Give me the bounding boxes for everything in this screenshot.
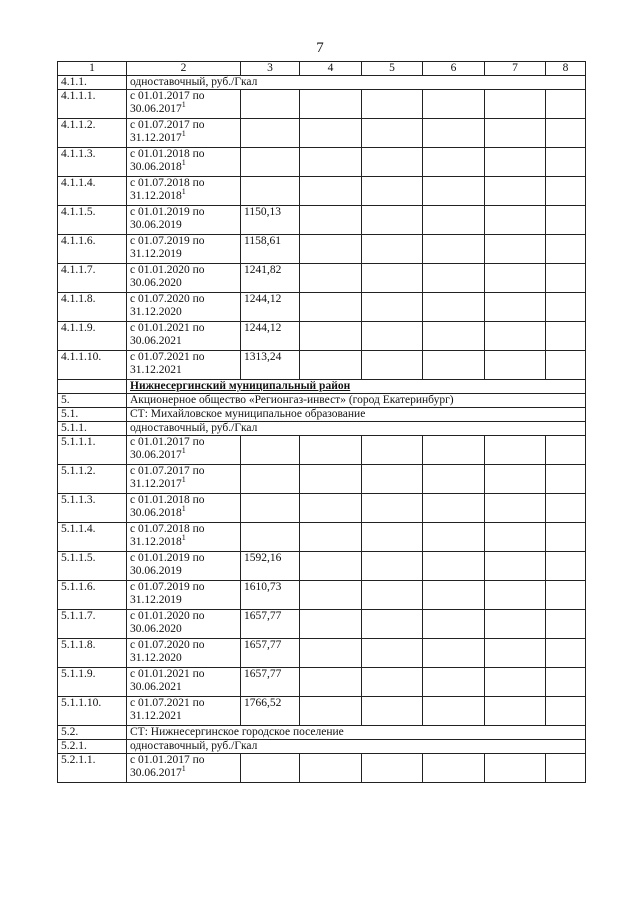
tariff-value: 1313,24 [241, 351, 300, 380]
row-code: 5.1.1.6. [58, 581, 127, 610]
row-code: 4.1.1.10. [58, 351, 127, 380]
row-code: 5.1.1.7. [58, 610, 127, 639]
period-cell [127, 119, 241, 148]
table-row [58, 322, 586, 351]
footnote-mark: 1 [181, 158, 186, 168]
table-row [58, 148, 586, 177]
period-cell [127, 264, 241, 293]
empty-cell [546, 754, 586, 783]
tariff-value: 1592,16 [241, 552, 300, 581]
period-cell [127, 351, 241, 380]
empty-cell [546, 581, 586, 610]
empty-cell [423, 264, 485, 293]
empty-cell [485, 119, 546, 148]
section-heading: Нижнесергинский муниципальный район [127, 380, 586, 394]
empty-cell [300, 322, 362, 351]
period-cell [127, 494, 241, 523]
table-row [58, 754, 586, 783]
empty-cell [423, 119, 485, 148]
empty-cell [546, 264, 586, 293]
footnote-mark: 1 [181, 446, 186, 456]
column-number: 1 [58, 62, 127, 76]
empty-cell [546, 552, 586, 581]
period-cell [127, 465, 241, 494]
empty-cell [485, 639, 546, 668]
empty-cell [485, 264, 546, 293]
tariff-value: 1244,12 [241, 322, 300, 351]
empty-cell [362, 177, 423, 206]
empty-cell [485, 436, 546, 465]
column-number: 7 [485, 62, 546, 76]
empty-cell [485, 351, 546, 380]
page-number: 7 [316, 40, 324, 56]
row-code: 5.2.1.1. [58, 754, 127, 783]
row-code: 5.1.1.10. [58, 697, 127, 726]
row-code: 5. [58, 394, 127, 408]
empty-cell [485, 523, 546, 552]
empty-cell [546, 436, 586, 465]
empty-cell [362, 639, 423, 668]
empty-cell [423, 581, 485, 610]
empty-cell [423, 148, 485, 177]
tariff-value: 1158,61 [241, 235, 300, 264]
tariff-value [241, 90, 300, 119]
row-code: 4.1.1. [58, 76, 127, 90]
period-end: 31.12.2017 [130, 478, 182, 490]
period-end: 30.06.2017 [130, 767, 182, 779]
period-start: с 01.01.2017 по [130, 436, 205, 448]
tariff-value [241, 754, 300, 783]
row-code: 5.2. [58, 726, 127, 740]
empty-cell [485, 494, 546, 523]
empty-cell [485, 581, 546, 610]
period-cell [127, 293, 241, 322]
empty-cell [485, 177, 546, 206]
empty-cell [362, 552, 423, 581]
empty-cell [362, 754, 423, 783]
period-cell [127, 177, 241, 206]
period-end: 30.06.2018 [130, 507, 182, 519]
period-end: 31.12.2017 [130, 132, 182, 144]
period-start: с 01.01.2019 по [130, 206, 205, 218]
empty-cell [300, 206, 362, 235]
row-code: 5.1. [58, 408, 127, 422]
empty-cell [423, 235, 485, 264]
empty-cell [546, 668, 586, 697]
period-start: с 01.07.2019 по [130, 235, 205, 247]
tariff-value: 1241,82 [241, 264, 300, 293]
tariff-value [241, 148, 300, 177]
table-row [58, 726, 586, 740]
period-start: с 01.01.2019 по [130, 552, 205, 564]
empty-cell [485, 90, 546, 119]
row-code: 5.1.1.5. [58, 552, 127, 581]
row-code: 5.2.1. [58, 740, 127, 754]
table-row [58, 177, 586, 206]
period-end: 31.12.2018 [130, 536, 182, 548]
empty-cell [362, 235, 423, 264]
empty-cell [546, 610, 586, 639]
table-row [58, 264, 586, 293]
period-end: 30.06.2019 [130, 565, 182, 577]
empty-cell [546, 322, 586, 351]
footnote-mark: 1 [181, 504, 186, 514]
period-start: с 01.07.2017 по [130, 119, 205, 131]
table-body [58, 62, 586, 783]
empty-cell [546, 148, 586, 177]
period-end: 30.06.2020 [130, 623, 182, 635]
empty-cell [546, 523, 586, 552]
table-row [58, 293, 586, 322]
empty-cell [300, 235, 362, 264]
empty-cell [362, 465, 423, 494]
period-end: 30.06.2017 [130, 449, 182, 461]
table-row [58, 90, 586, 119]
period-start: с 01.07.2021 по [130, 697, 205, 709]
row-code: 5.1.1.2. [58, 465, 127, 494]
column-number: 6 [423, 62, 485, 76]
footnote-mark: 1 [181, 129, 186, 139]
column-number: 2 [127, 62, 241, 76]
empty-cell [362, 581, 423, 610]
column-number: 5 [362, 62, 423, 76]
row-code: 4.1.1.9. [58, 322, 127, 351]
tariff-value [241, 465, 300, 494]
empty-cell [362, 264, 423, 293]
period-start: с 01.01.2020 по [130, 610, 205, 622]
table-row [58, 740, 586, 754]
table-row [58, 610, 586, 639]
table-row [58, 581, 586, 610]
row-code: 5.1.1.3. [58, 494, 127, 523]
period-end: 30.06.2021 [130, 335, 182, 347]
period-cell [127, 639, 241, 668]
table-row [58, 119, 586, 148]
empty-cell [485, 235, 546, 264]
period-end: 31.12.2021 [130, 710, 182, 722]
empty-cell [485, 206, 546, 235]
period-cell [127, 668, 241, 697]
period-cell [127, 754, 241, 783]
empty-cell [362, 697, 423, 726]
empty-cell [300, 148, 362, 177]
empty-cell [362, 351, 423, 380]
empty-cell [423, 754, 485, 783]
empty-cell [300, 754, 362, 783]
period-end: 31.12.2019 [130, 594, 182, 606]
empty-cell [300, 436, 362, 465]
empty-cell [300, 697, 362, 726]
period-end: 31.12.2019 [130, 248, 182, 260]
empty-cell [423, 177, 485, 206]
empty-cell [300, 494, 362, 523]
empty-cell [546, 465, 586, 494]
empty-cell [362, 206, 423, 235]
empty-cell [423, 436, 485, 465]
period-cell [127, 322, 241, 351]
row-description: Акционерное общество «Регионгаз-инвест» (город Екатеринбург) [127, 394, 586, 408]
table-row [58, 465, 586, 494]
empty-cell [362, 322, 423, 351]
empty-cell [300, 552, 362, 581]
table-row [58, 422, 586, 436]
tariff-value: 1657,77 [241, 610, 300, 639]
row-code: 4.1.1.2. [58, 119, 127, 148]
empty-cell [300, 639, 362, 668]
period-end: 31.12.2020 [130, 306, 182, 318]
table-row [58, 697, 586, 726]
row-code: 4.1.1.7. [58, 264, 127, 293]
tariff-value: 1150,13 [241, 206, 300, 235]
column-number: 4 [300, 62, 362, 76]
tariff-table [57, 61, 586, 783]
period-end: 31.12.2020 [130, 652, 182, 664]
empty-cell [300, 119, 362, 148]
empty-cell [362, 668, 423, 697]
footnote-mark: 1 [181, 764, 186, 774]
period-start: с 01.07.2021 по [130, 351, 205, 363]
table-row [58, 76, 586, 90]
period-start: с 01.07.2020 по [130, 639, 205, 651]
tariff-value: 1766,52 [241, 697, 300, 726]
row-code: 4.1.1.6. [58, 235, 127, 264]
empty-cell [362, 148, 423, 177]
row-description: СТ: Михайловское муниципальное образование [127, 408, 586, 422]
empty-cell [546, 293, 586, 322]
period-cell [127, 206, 241, 235]
tariff-value: 1657,77 [241, 668, 300, 697]
table-row [58, 668, 586, 697]
table-row [58, 494, 586, 523]
tariff-value: 1610,73 [241, 581, 300, 610]
period-end: 31.12.2018 [130, 190, 182, 202]
row-description: СТ: Нижнесергинское городское поселение [127, 726, 586, 740]
empty-cell [485, 697, 546, 726]
tariff-value: 1244,12 [241, 293, 300, 322]
period-start: с 01.01.2018 по [130, 148, 205, 160]
tariff-value [241, 177, 300, 206]
empty-cell [546, 119, 586, 148]
table-row [58, 235, 586, 264]
empty-cell [362, 610, 423, 639]
period-cell [127, 235, 241, 264]
empty-cell [362, 523, 423, 552]
period-start: с 01.01.2021 по [130, 668, 205, 680]
empty-cell [300, 465, 362, 494]
empty-cell [423, 697, 485, 726]
period-cell [127, 552, 241, 581]
empty-cell [300, 264, 362, 293]
empty-cell [423, 494, 485, 523]
empty-cell [546, 697, 586, 726]
column-number: 8 [546, 62, 586, 76]
empty-cell [485, 668, 546, 697]
empty-cell [546, 206, 586, 235]
empty-cell [300, 668, 362, 697]
period-start: с 01.01.2020 по [130, 264, 205, 276]
row-description: одноставочный, руб./Гкал [127, 422, 586, 436]
footnote-mark: 1 [181, 533, 186, 543]
empty-cell [300, 90, 362, 119]
footnote-mark: 1 [181, 187, 186, 197]
empty-cell [485, 465, 546, 494]
row-code: 4.1.1.3. [58, 148, 127, 177]
table-row [58, 408, 586, 422]
tariff-value [241, 523, 300, 552]
row-code: 4.1.1.1. [58, 90, 127, 119]
empty-cell [546, 177, 586, 206]
footnote-mark: 1 [181, 100, 186, 110]
period-end: 30.06.2020 [130, 277, 182, 289]
table-row [58, 206, 586, 235]
tariff-value [241, 436, 300, 465]
row-code: 5.1.1.4. [58, 523, 127, 552]
period-cell [127, 148, 241, 177]
period-start: с 01.07.2019 по [130, 581, 205, 593]
table-row [58, 552, 586, 581]
empty-cell [485, 322, 546, 351]
empty-cell [546, 494, 586, 523]
table-row [58, 351, 586, 380]
empty-cell [485, 293, 546, 322]
empty-cell [485, 754, 546, 783]
empty-cell [423, 523, 485, 552]
period-start: с 01.07.2017 по [130, 465, 205, 477]
tariff-value [241, 119, 300, 148]
row-code: 5.1.1. [58, 422, 127, 436]
period-start: с 01.07.2018 по [130, 523, 205, 535]
empty-cell [300, 523, 362, 552]
period-cell [127, 90, 241, 119]
period-start: с 01.07.2020 по [130, 293, 205, 305]
empty-cell [423, 639, 485, 668]
empty-cell [423, 351, 485, 380]
empty-cell [423, 465, 485, 494]
table-row [58, 380, 586, 394]
empty-cell [546, 639, 586, 668]
empty-cell [485, 148, 546, 177]
footnote-mark: 1 [181, 475, 186, 485]
empty-cell [485, 610, 546, 639]
period-start: с 01.01.2017 по [130, 754, 205, 766]
table-row [58, 436, 586, 465]
empty-cell [362, 119, 423, 148]
empty-cell [546, 90, 586, 119]
empty-cell [423, 610, 485, 639]
column-number: 3 [241, 62, 300, 76]
period-cell [127, 436, 241, 465]
row-code: 4.1.1.5. [58, 206, 127, 235]
empty-cell [362, 494, 423, 523]
empty-cell [423, 206, 485, 235]
period-start: с 01.01.2021 по [130, 322, 205, 334]
empty-cell [423, 668, 485, 697]
column-number-row [58, 62, 586, 76]
tariff-value [241, 494, 300, 523]
empty-cell [300, 177, 362, 206]
table-row [58, 394, 586, 408]
row-code: 5.1.1.1. [58, 436, 127, 465]
period-cell [127, 581, 241, 610]
row-code [58, 380, 127, 394]
empty-cell [300, 610, 362, 639]
empty-cell [423, 552, 485, 581]
empty-cell [423, 90, 485, 119]
empty-cell [362, 436, 423, 465]
empty-cell [485, 552, 546, 581]
tariff-value: 1657,77 [241, 639, 300, 668]
row-description: одноставочный, руб./Гкал [127, 740, 586, 754]
period-end: 30.06.2021 [130, 681, 182, 693]
empty-cell [362, 90, 423, 119]
empty-cell [546, 351, 586, 380]
period-end: 30.06.2017 [130, 103, 182, 115]
empty-cell [300, 293, 362, 322]
row-code: 4.1.1.4. [58, 177, 127, 206]
period-start: с 01.01.2018 по [130, 494, 205, 506]
period-start: с 01.01.2017 по [130, 90, 205, 102]
empty-cell [423, 293, 485, 322]
period-end: 30.06.2018 [130, 161, 182, 173]
empty-cell [300, 581, 362, 610]
empty-cell [546, 235, 586, 264]
period-cell [127, 610, 241, 639]
table-row [58, 639, 586, 668]
period-cell [127, 697, 241, 726]
empty-cell [362, 293, 423, 322]
table-row [58, 523, 586, 552]
empty-cell [423, 322, 485, 351]
row-code: 5.1.1.9. [58, 668, 127, 697]
empty-cell [300, 351, 362, 380]
period-end: 30.06.2019 [130, 219, 182, 231]
period-end: 31.12.2021 [130, 364, 182, 376]
period-cell [127, 523, 241, 552]
row-description: одноставочный, руб./Гкал [127, 76, 586, 90]
period-start: с 01.07.2018 по [130, 177, 205, 189]
row-code: 5.1.1.8. [58, 639, 127, 668]
row-code: 4.1.1.8. [58, 293, 127, 322]
